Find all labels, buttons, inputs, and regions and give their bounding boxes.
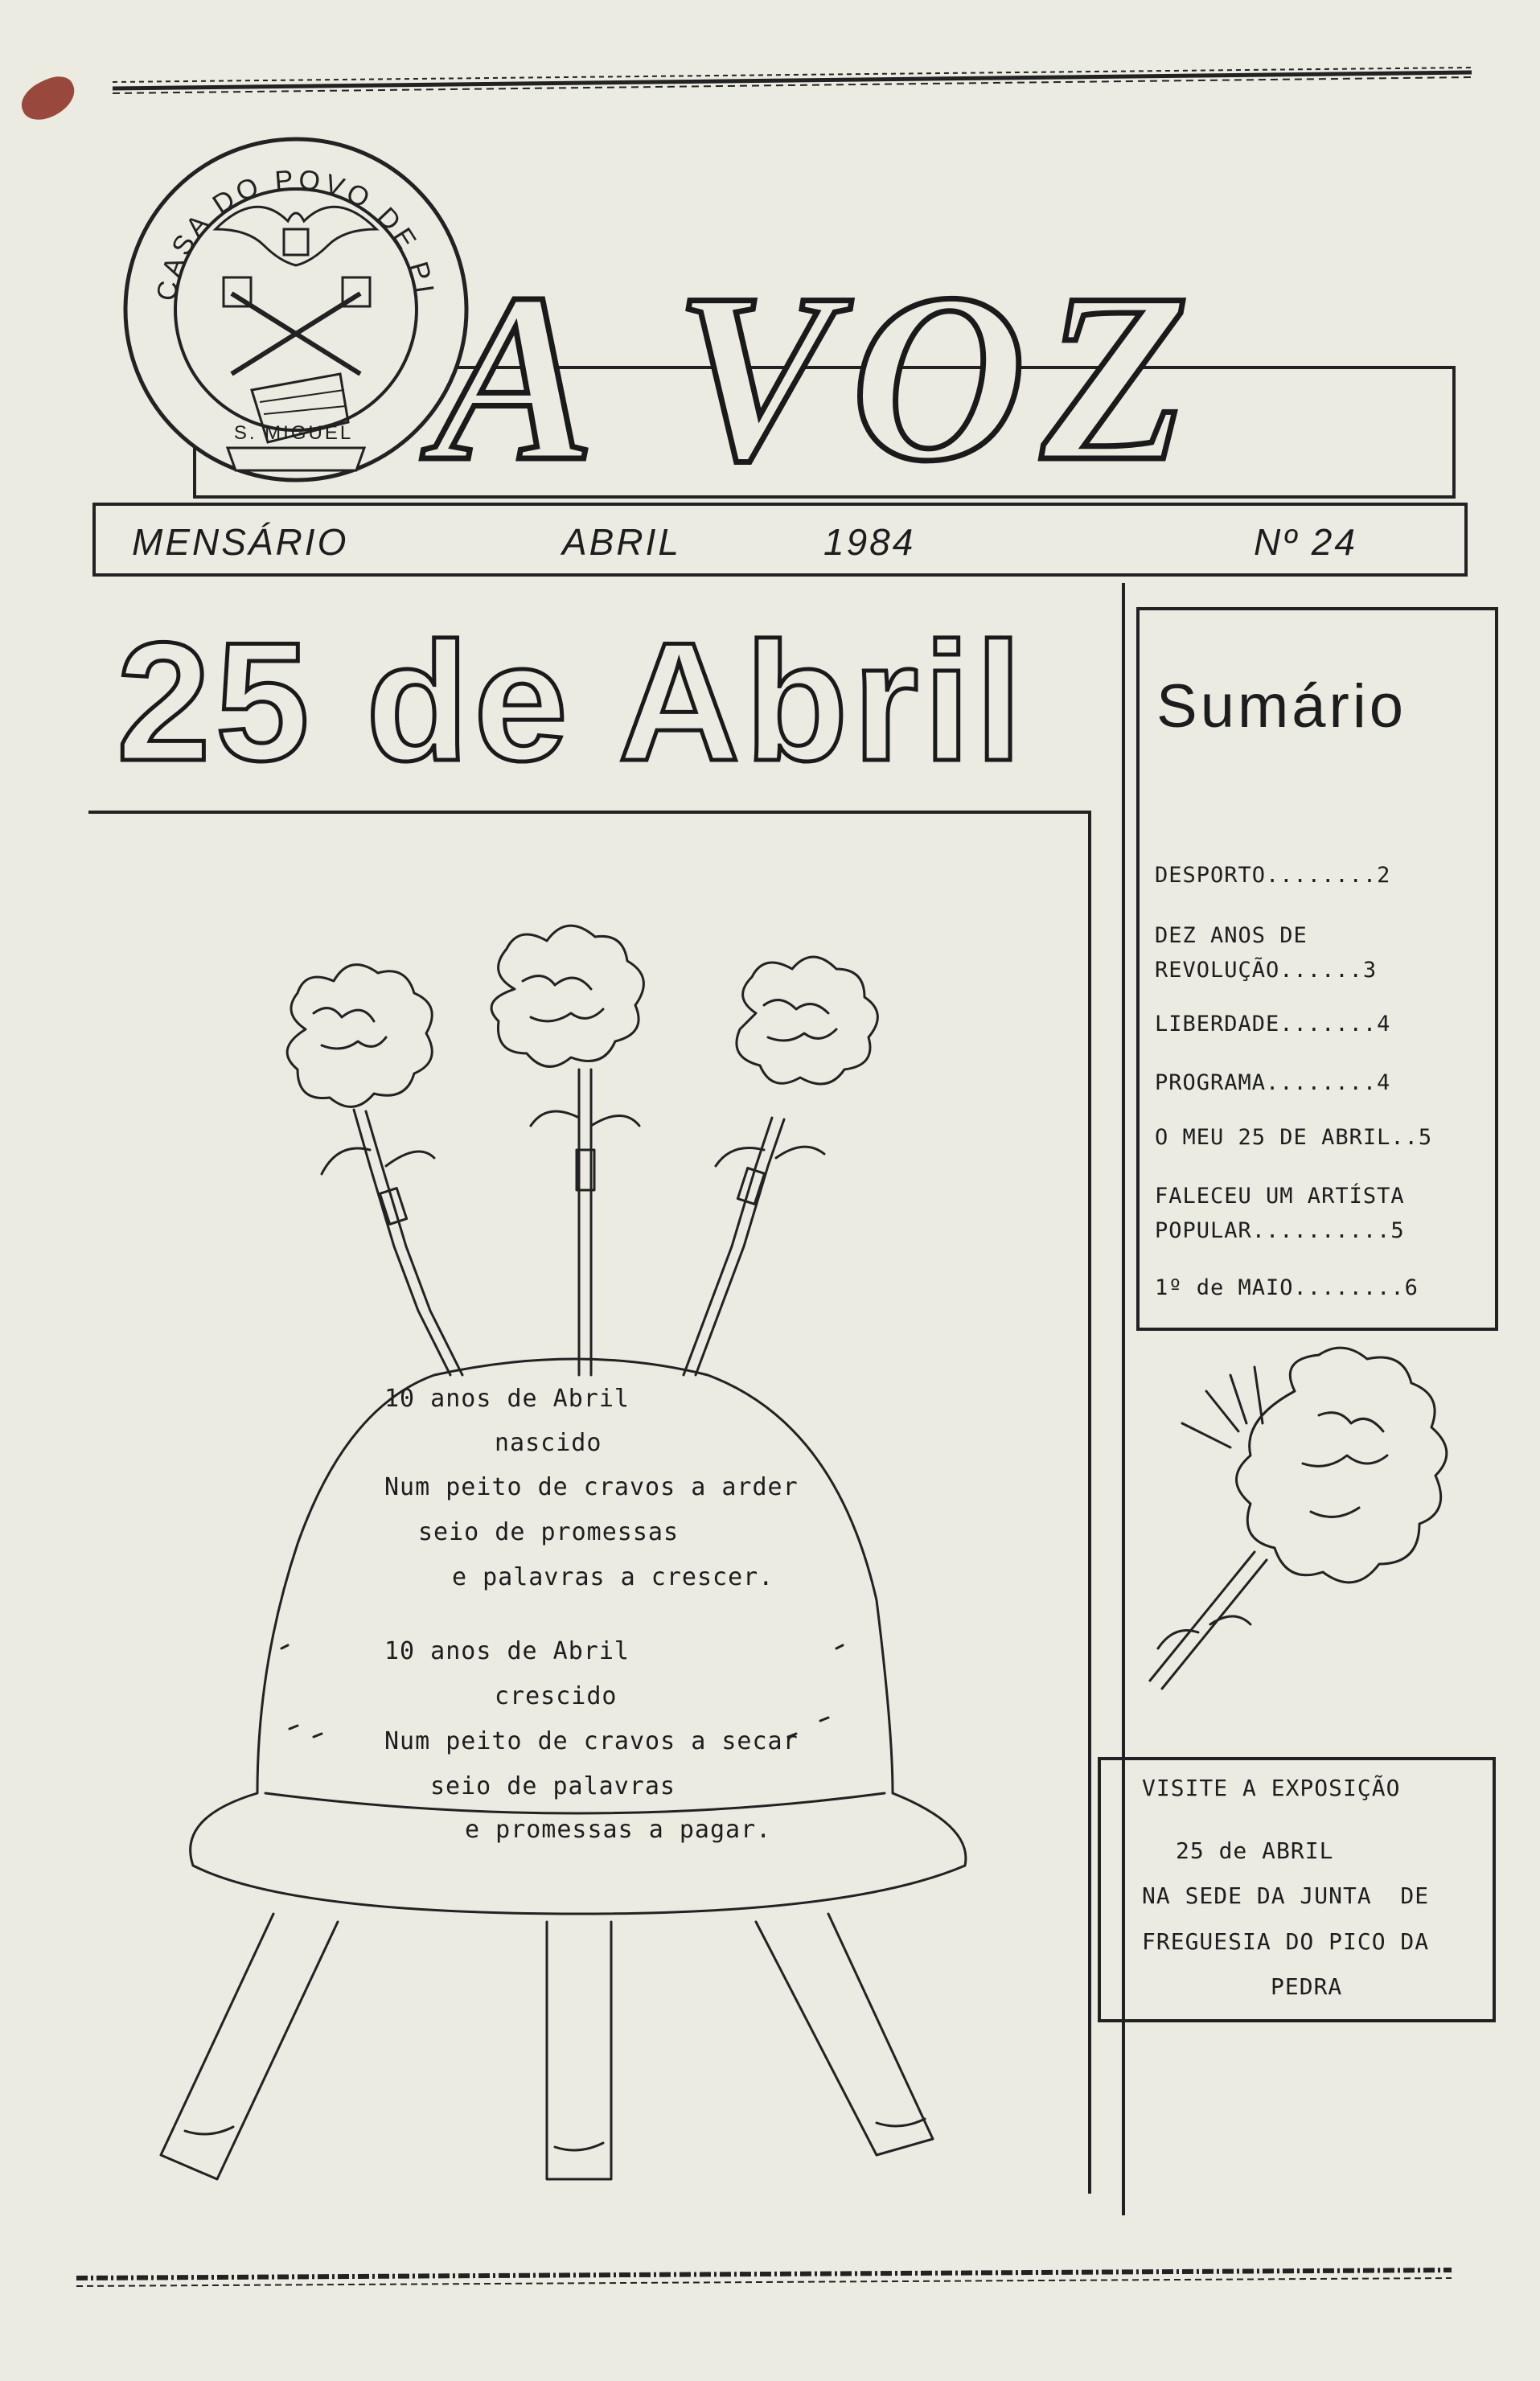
carnation-sketch	[1134, 1343, 1488, 1713]
exposicao-line: VISITE A EXPOSIÇÃO	[1142, 1775, 1401, 1801]
sumario-item: FALECEU UM ARTÍSTA POPULAR..........5	[1155, 1184, 1405, 1243]
poem-line: Num peito de cravos a secar	[384, 1727, 799, 1755]
year-label: 1984	[823, 521, 916, 563]
masthead-title	[434, 241, 1327, 511]
exposicao-line: PEDRA	[1271, 1973, 1343, 2000]
poem-line: e palavras a crescer.	[452, 1563, 774, 1591]
ink-stain	[15, 70, 81, 126]
sumario-item: 1º de MAIO........6	[1155, 1275, 1419, 1300]
exposicao-line: NA SEDE DA JUNTA DE	[1142, 1882, 1430, 1909]
poem-line: nascido	[495, 1429, 602, 1457]
issue-number: Nº 24	[1254, 521, 1357, 563]
bottom-rule	[76, 2264, 1452, 2296]
poem-line: seio de promessas	[418, 1518, 680, 1546]
exposicao-line: 25 de ABRIL	[1176, 1837, 1334, 1864]
poem-line: crescido	[495, 1682, 618, 1710]
masthead-title-text: A VOZ	[434, 244, 1205, 511]
poem-line: e promessas a pagar.	[465, 1816, 772, 1844]
top-rule	[113, 64, 1472, 96]
poem-line: Num peito de cravos a arder	[384, 1473, 799, 1501]
frequency-label: MENSÁRIO	[132, 521, 349, 563]
poem-line: seio de palavras	[430, 1772, 676, 1800]
illustration-frame-top	[88, 811, 1091, 814]
poem-line: 10 anos de Abril	[384, 1385, 630, 1413]
sumario-item: DESPORTO........2	[1155, 863, 1391, 888]
sumario-item: PROGRAMA........4	[1155, 1070, 1391, 1095]
exposicao-line: FREGUESIA DO PICO DA	[1142, 1928, 1430, 1955]
month-label: ABRIL	[562, 521, 681, 563]
sumario-item: O MEU 25 DE ABRIL..5	[1155, 1125, 1433, 1150]
headline-text: 25 de Abril	[117, 607, 1027, 796]
illustration-frame-right	[1088, 811, 1091, 2194]
headline	[113, 607, 1062, 796]
issue-info-bar	[92, 503, 1468, 577]
poem-line: 10 anos de Abril	[384, 1637, 630, 1665]
sumario-item: LIBERDADE.......4	[1155, 1012, 1391, 1037]
sumario-title: Sumário	[1156, 672, 1407, 741]
sumario-item: DEZ ANOS DE REVOLUÇÃO......3	[1155, 923, 1378, 983]
seal-location-label: S. MIGUEL	[233, 422, 354, 444]
svg-text:CASA DO POVO DE PICO DA PEDRA: CASA DO POVO DE PICO DA PEDRA	[106, 109, 441, 303]
